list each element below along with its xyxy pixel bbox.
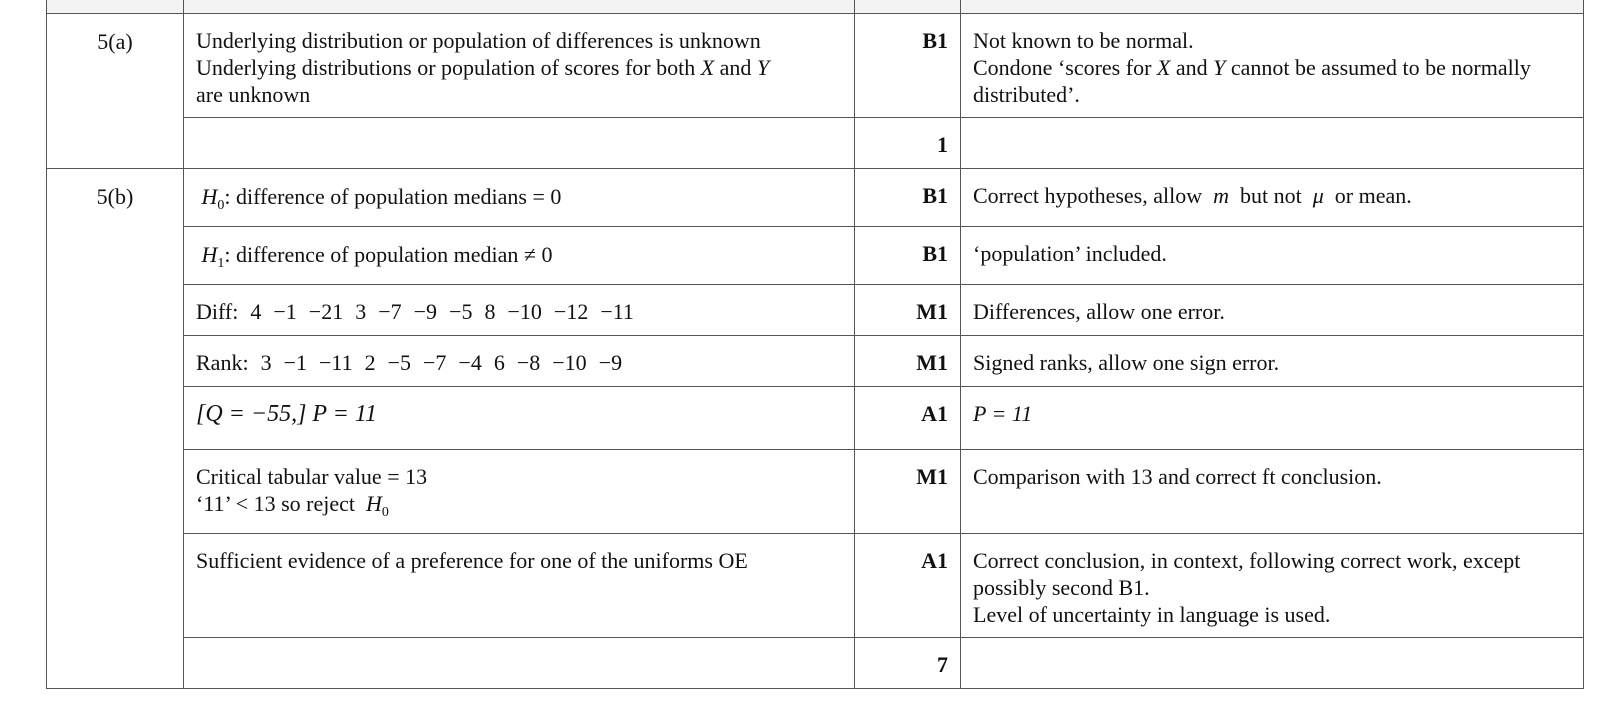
- mark-scheme-table: [46, 0, 1584, 689]
- total-mark: 7: [855, 638, 961, 689]
- guidance-cell: Not known to be normal. Condone ‘scores for X and Y cannot be assumed to be normally distributed’.: [961, 14, 1584, 118]
- question-number: 5(a): [47, 14, 184, 169]
- var-y: Y: [756, 55, 770, 80]
- row-h1: [47, 227, 1584, 285]
- h1-cell: $H_1$: difference of population median ≠ 0: [184, 227, 855, 285]
- answer-cell: [184, 14, 855, 118]
- var-x: X: [700, 55, 715, 80]
- row-diff: [47, 285, 1584, 336]
- question-number: 5(b): [47, 169, 184, 689]
- mark-cell: A1: [855, 534, 961, 638]
- row-rank: [47, 336, 1584, 387]
- answer-line: are unknown: [196, 82, 311, 107]
- row-5a: [47, 14, 1584, 118]
- critical-cell: Critical tabular value = 13 ‘11’ < 13 so reject $H_0$: [184, 450, 855, 534]
- mark-cell: M1: [855, 285, 961, 336]
- answer-line: Underlying distribution or population of differences is unknown: [196, 28, 761, 53]
- header-strip-row: [47, 0, 1584, 14]
- mark-cell: M1: [855, 336, 961, 387]
- row-critical: [47, 450, 1584, 534]
- row-pq: [47, 387, 1584, 450]
- answer-line: Underlying distributions or population of scores for both X and Y: [196, 55, 770, 80]
- mark-cell: B1: [855, 227, 961, 285]
- guidance-cell: Signed ranks, allow one sign error.: [961, 336, 1584, 387]
- mark-cell: A1: [855, 387, 961, 450]
- mark-cell: M1: [855, 450, 961, 534]
- conclusion-cell: Sufficient evidence of a preference for one of the uniforms OE: [184, 534, 855, 638]
- guidance-cell: Comparison with 13 and correct ft conclusion.: [961, 450, 1584, 534]
- mark-cell: B1: [855, 169, 961, 227]
- rank-cell: Rank: 3 −1 −11 2 −5 −7 −4 6 −8 −10 −9: [184, 336, 855, 387]
- h0-cell: $H_0$: difference of population medians = 0: [184, 169, 855, 227]
- pq-cell: [Q = −55,] P = 11: [184, 387, 855, 450]
- guidance-cell: Correct conclusion, in context, following correct work, except possibly second B1. Level of uncertainty in language is used.: [961, 534, 1584, 638]
- row-5a-total: [47, 118, 1584, 169]
- guidance-cell: Correct hypotheses, allow m but not μ or mean.: [961, 169, 1584, 227]
- total-mark: 1: [855, 118, 961, 169]
- mark-cell: B1: [855, 14, 961, 118]
- row-conclusion: [47, 534, 1584, 638]
- guidance-cell: Differences, allow one error.: [961, 285, 1584, 336]
- guidance-cell: ‘population’ included.: [961, 227, 1584, 285]
- diff-cell: Diff: 4 −1 −21 3 −7 −9 −5 8 −10 −12 −11: [184, 285, 855, 336]
- row-h0: [47, 169, 1584, 227]
- guidance-cell: P = 11: [961, 387, 1584, 450]
- row-5b-total: [47, 638, 1584, 689]
